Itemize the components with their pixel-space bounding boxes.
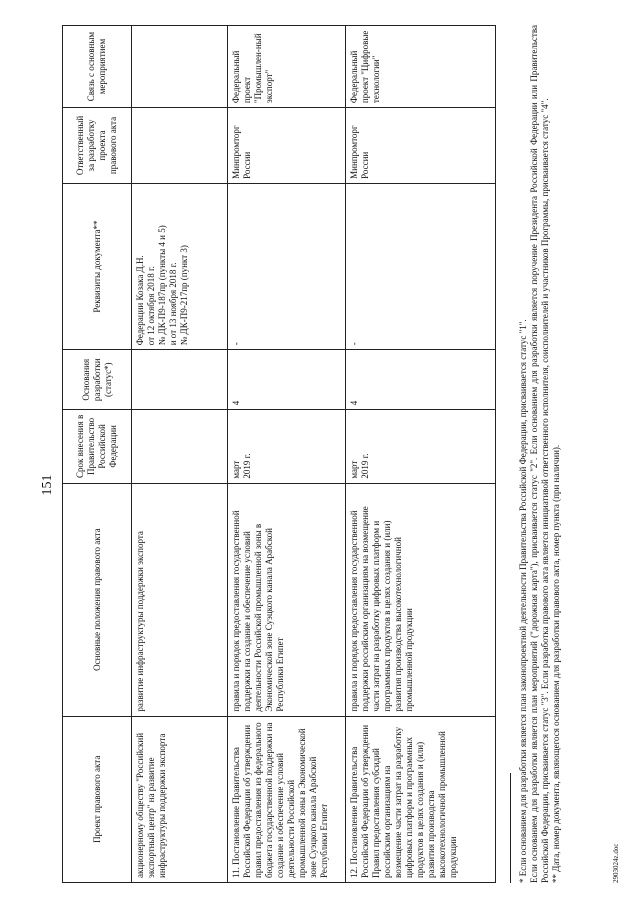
cell-project: 12. Постановление Правительства Российской Федерации об утверждении Правил предоставления субсидий российским организациям на возмещение части затрат на разработку цифровых платформ и программных продуктов в целях создания и (или) развития производства высокотехнологичной промышленной продукции (346, 716, 496, 882)
header-details: Реквизиты документа** (63, 183, 132, 349)
cell-provisions: правила и порядок предоставления государственной поддержки на создание и обеспечение условий деятельности Российской промышленной зоны в Экономической зоне Суэцкого канала Арабской Республики Египет (228, 483, 346, 716)
footnote-2: Если основанием для разработки является план мероприятий ("дорожная карта"), присваивается статус "2". Если основанием для разработки является поручение Президента Российской Федерации или Правительства Российской Федерации, присваивается статус "3". Если разработка правового акта является инициативой ответственного исполнителя, соисполнителей и участников Программы, присваивается статус "4". (529, 25, 550, 883)
cell-basis (132, 350, 228, 410)
table-row (132, 26, 228, 883)
cell-basis: 4 (228, 350, 346, 410)
header-basis: Основания разработки (статус*) (63, 350, 132, 410)
cell-link (132, 26, 228, 108)
cell-deadline (132, 410, 228, 483)
cell-provisions: правила и порядок предоставления государственной поддержки российским организациям на возмещение части затрат на разработку цифровых платформ и программных продуктов в целях создания и (или) развития производства высокотехнологичной промышленной продукции (346, 483, 496, 716)
table-row (228, 26, 346, 883)
cell-basis: 4 (346, 350, 496, 410)
footnote-3: ** Дата, номер документа, являющегося основанием для разработки правового акта, номер пункта (при наличии). (551, 444, 561, 883)
cell-provisions: развитие инфраструктуры поддержки экспорта (132, 483, 228, 716)
cell-deadline: март 2019 г. (228, 410, 346, 483)
cell-link: Федеральный проект "Промышлен-ный экспорт" (228, 26, 346, 108)
cell-details: Федерации Козака Д.Н. от 12 октября 2018 г. № ДК-П9-187пр (пункты 4 и 5) и от 13 ноября 2018 г. № ДК-П9-217пр (пункт 3) (132, 183, 228, 349)
cell-deadline: март 2019 г. (346, 410, 496, 483)
cell-link: Федеральный проект "Цифровые технологии" (346, 26, 496, 108)
footnote-1: * Если основанием для разработки является план законопроектной деятельности Правительства Российской Федерации, присваивается статус "1". (518, 319, 528, 883)
footnote-separator (510, 773, 511, 883)
cell-responsible: Минпромторг России (346, 108, 496, 184)
cell-project: 11. Постановление Правительства Российской Федерации об утверждении правил предоставления из федерального бюджета государственной поддержки на создание и обеспечение условий деятельности Российской промышленной зоны в Экономической зоне Суэцкого канала Арабской Республики Египет (228, 716, 346, 882)
header-deadline: Срок внесения в Правительство Российской Федерации (63, 410, 132, 483)
file-code: 2903024z.doc (612, 843, 620, 883)
header-responsible: Ответственный за разработку проекта правового акта (63, 108, 132, 184)
cell-responsible (132, 108, 228, 184)
cell-details: - (346, 183, 496, 349)
page-number: 151 (40, 474, 55, 496)
cell-project: акционерному обществу "Российский экспортный центр" на развитие инфраструктуры поддержки экспорта (132, 716, 228, 882)
header-link: Связь с основным мероприятием (63, 26, 132, 108)
footnotes (518, 25, 562, 883)
cell-responsible: Минпромторг России (228, 108, 346, 184)
header-provisions: Основные положения правового акта (63, 483, 132, 716)
cell-details: - (228, 183, 346, 349)
table-row (346, 26, 496, 883)
legal-acts-table (62, 25, 496, 883)
header-project: Проект правового акта (63, 716, 132, 882)
table-header-row (63, 26, 132, 883)
